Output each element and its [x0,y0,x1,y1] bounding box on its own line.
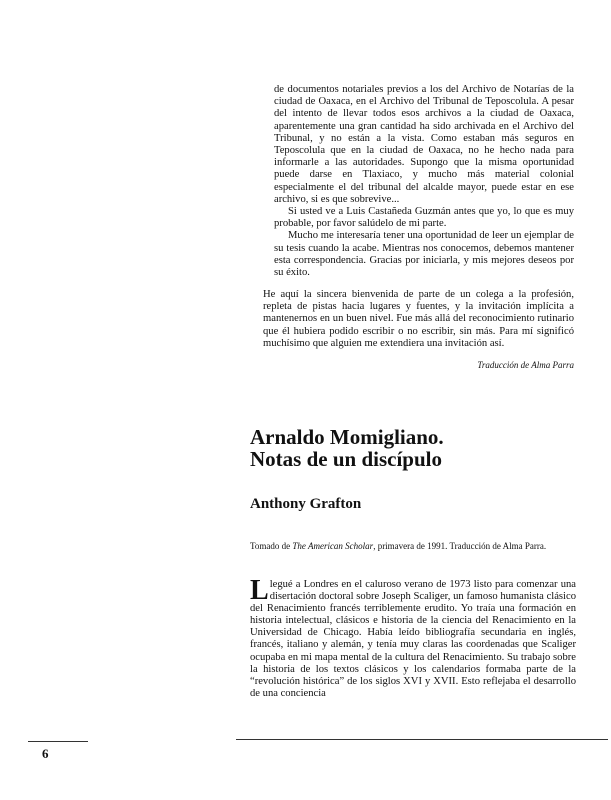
translator-credit: Traducción de Alma Parra [477,360,574,370]
article-body [250,575,576,700]
welcome-paragraph [263,289,574,350]
article-title-line-2: Notas de un discípulo [250,447,442,471]
source-suffix: , primavera de 1991. Traducción de Alma Parra. [373,541,547,551]
source-note [250,541,576,552]
article-author: Anthony Grafton [250,496,362,512]
letter-paragraph: Mucho me interesaría tener una oportunidad de leer un ejemplar de su tesis cuando la acabe. Mientras nos conocemos, debemos mantener esta correspondencia. Gracias por iniciarla, y mis mejores deseos por su éxito. [274,230,574,279]
article-title [250,426,580,470]
letter-quote [274,84,574,279]
footer-rule-left [28,741,88,742]
letter-paragraph: Si usted ve a Luis Castañeda Guzmán antes que yo, lo que es muy probable, por favor salúdelo de mi parte. [274,206,574,230]
article-first-paragraph [250,575,576,700]
page-number: 6 [42,746,49,761]
letter-paragraph: de documentos notariales previos a los del Archivo de Notarías de la ciudad de Oaxaca, en el Archivo del Tribunal de Teposcolula. A pesar del intento de llevar todos esos archivos a la ciudad de Oaxaca, aparentemente una gran cantidad ha sido archivada en el Archivo del Tribunal, y no están a la vista. Como estaban más seguros en Teposcolula que en la ciudad de Oaxaca, no he hecho nada para informarle a las autoridades. Supongo que la misma oportunidad puede darse en Tlaxiaco, y mucho más material colonial especialmente el del tribunal del alcalde mayor, puede estar en ese archivo, si es que sobrevive... [274,84,574,205]
drop-cap: L [250,575,269,606]
article-title-line-1: Arnaldo Momigliano. [250,425,444,449]
source-journal: The American Scholar [292,541,374,551]
article-body-text: legué a Londres en el caluroso verano de 1973 listo para comenzar una disertación doctoral sobre Joseph Scaliger, un famoso humanista clásico del Renacimiento francés terriblemente erudito. Yo traía una formación en historia intelectual, clásicos e historia de la ciencia del Renacimiento en la Universidad de Chicago. Había leído bibliografía secundaria en inglés, francés, italiano y alemán, y tenía muy claras las coordenadas que Scaliger ocupaba en mi mapa mental de la cultura del Renacimiento. Su trabajo sobre la historia de los textos clásicos y los calendarios formaba parte de la “revolución histórica” de los siglos XVI y XVII. Esto reflejaba el desarrollo de una conciencia [250,579,576,699]
welcome-text: He aquí la sincera bienvenida de parte de un colega a la profesión, repleta de pistas hacia lugares y fuentes, y la invitación implícita a mantenernos en un buen nivel. Fue más allá del reconocimiento rutinario que él hubiera podido escribir o no escribir, sin más. Para mí significó muchísimo que alguien me extendiera una invitación así. [263,289,574,349]
footer-rule-right [236,739,608,740]
source-prefix: Tomado de [250,541,293,551]
